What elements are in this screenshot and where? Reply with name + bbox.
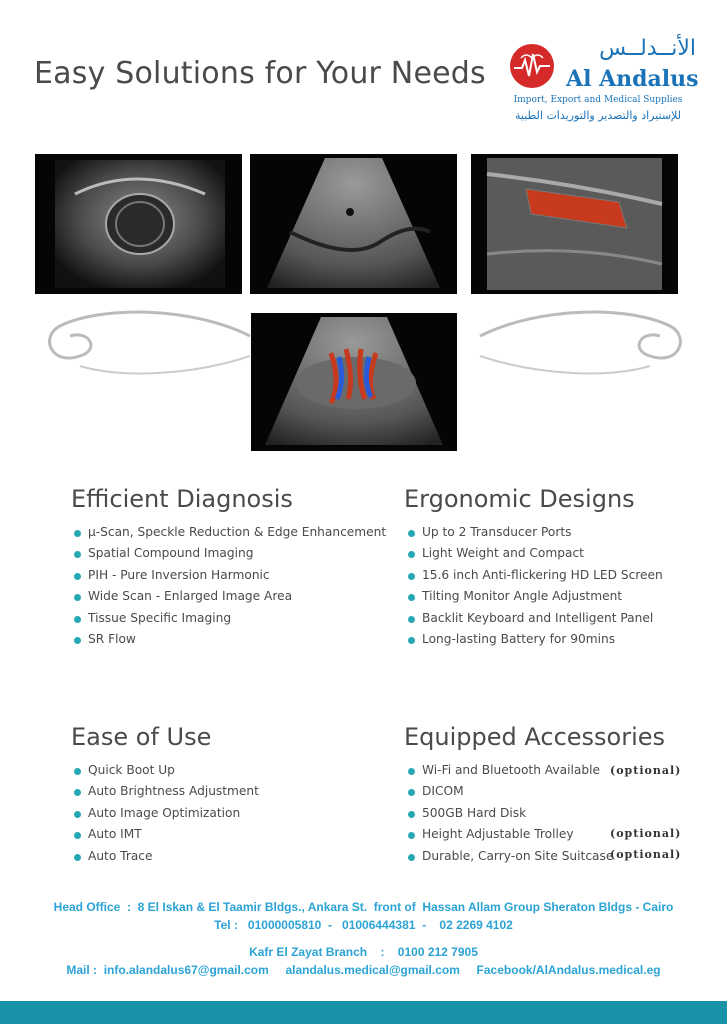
footer-head-office: Head Office : 8 El Iskan & El Taamir Bldgs., Ankara St. front of Hassan Allam Group Sheraton Bldgs - Cairo xyxy=(53,900,674,914)
section-title-ease-of-use: Ease of Use xyxy=(71,723,212,751)
footer-mail: Mail : info.alandalus67@gmail.com alandalus.medical@gmail.com Facebook/AlAndalus.medical.eg xyxy=(66,963,661,977)
list-item: µ-Scan, Speckle Reduction & Edge Enhancement xyxy=(72,522,386,543)
bullet-dot-icon xyxy=(408,530,415,537)
ease-of-use-list xyxy=(72,760,259,867)
optional-tag: (optional) xyxy=(610,827,682,840)
list-item: Durable, Carry-on Site Suitcase xyxy=(406,846,613,867)
bullet-dot-icon xyxy=(408,616,415,623)
ultrasound-image-color-doppler-vessel xyxy=(471,154,678,294)
list-item: Light Weight and Compact xyxy=(406,543,663,564)
bullet-dot-icon xyxy=(408,768,415,775)
bullet-dot-icon xyxy=(408,832,415,839)
bullet-dot-icon xyxy=(74,530,81,537)
optional-tag: (optional) xyxy=(610,764,682,777)
efficient-diagnosis-list xyxy=(72,522,386,650)
bullet-dot-icon xyxy=(74,789,81,796)
list-item: DICOM xyxy=(406,781,613,802)
section-title-equipped-accessories: Equipped Accessories xyxy=(404,723,666,751)
bullet-dot-icon xyxy=(74,594,81,601)
bullet-dot-icon xyxy=(74,616,81,623)
list-item: Auto Trace xyxy=(72,846,259,867)
logo-tagline-arabic: للإستيراد والتصدير والتوريدات الطبية xyxy=(514,109,681,122)
list-item: 500GB Hard Disk xyxy=(406,803,613,824)
logo-heart-mark-icon xyxy=(508,42,556,90)
ultrasound-image-thyroid xyxy=(35,154,242,294)
list-item: Auto IMT xyxy=(72,824,259,845)
list-item: Backlit Keyboard and Intelligent Panel xyxy=(406,608,663,629)
bullet-dot-icon xyxy=(74,854,81,861)
bullet-dot-icon xyxy=(74,551,81,558)
company-logo xyxy=(508,36,708,126)
list-item: Wi-Fi and Bluetooth Available xyxy=(406,760,613,781)
bullet-dot-icon xyxy=(74,811,81,818)
ergonomic-designs-list xyxy=(406,522,663,650)
list-item: SR Flow xyxy=(72,629,386,650)
list-item: Up to 2 Transducer Ports xyxy=(406,522,663,543)
bullet-dot-icon xyxy=(408,854,415,861)
bullet-dot-icon xyxy=(408,551,415,558)
logo-tagline: Import, Export and Medical Supplies xyxy=(513,95,683,105)
footer-branch: Kafr El Zayat Branch : 0100 212 7905 xyxy=(249,945,478,959)
bullet-dot-icon xyxy=(74,637,81,644)
bullet-dot-icon xyxy=(74,832,81,839)
list-item: Height Adjustable Trolley xyxy=(406,824,613,845)
list-item: Tissue Specific Imaging xyxy=(72,608,386,629)
list-item: Wide Scan - Enlarged Image Area xyxy=(72,586,386,607)
bullet-dot-icon xyxy=(408,594,415,601)
list-item: Spatial Compound Imaging xyxy=(72,543,386,564)
bullet-dot-icon xyxy=(408,573,415,580)
list-item: Auto Image Optimization xyxy=(72,803,259,824)
ultrasound-image-liver xyxy=(250,154,457,294)
list-item: PIH - Pure Inversion Harmonic xyxy=(72,565,386,586)
list-item: Tilting Monitor Angle Adjustment xyxy=(406,586,663,607)
page-title: Easy Solutions for Your Needs xyxy=(34,56,486,91)
bullet-dot-icon xyxy=(408,637,415,644)
optional-tag: (optional) xyxy=(610,848,682,861)
list-item: 15.6 inch Anti-flickering HD LED Screen xyxy=(406,565,663,586)
ultrasound-image-kidney-doppler xyxy=(251,313,457,451)
bullet-dot-icon xyxy=(74,573,81,580)
equipped-accessories-list xyxy=(406,760,613,867)
bullet-dot-icon xyxy=(74,768,81,775)
list-item: Auto Brightness Adjustment xyxy=(72,781,259,802)
logo-arabic-name: الأنــدلــس xyxy=(599,36,696,61)
list-item: Long-lasting Battery for 90mins xyxy=(406,629,663,650)
bullet-dot-icon xyxy=(408,811,415,818)
section-title-ergonomic-designs: Ergonomic Designs xyxy=(404,485,635,513)
footer-telephone: Tel : 01000005810 - 01006444381 - 02 2269 4102 xyxy=(214,918,513,932)
logo-name: Al Andalus xyxy=(566,66,699,92)
list-item: Quick Boot Up xyxy=(72,760,259,781)
section-title-efficient-diagnosis: Efficient Diagnosis xyxy=(71,485,293,513)
bottom-accent-bar xyxy=(0,1001,727,1024)
bullet-dot-icon xyxy=(408,789,415,796)
